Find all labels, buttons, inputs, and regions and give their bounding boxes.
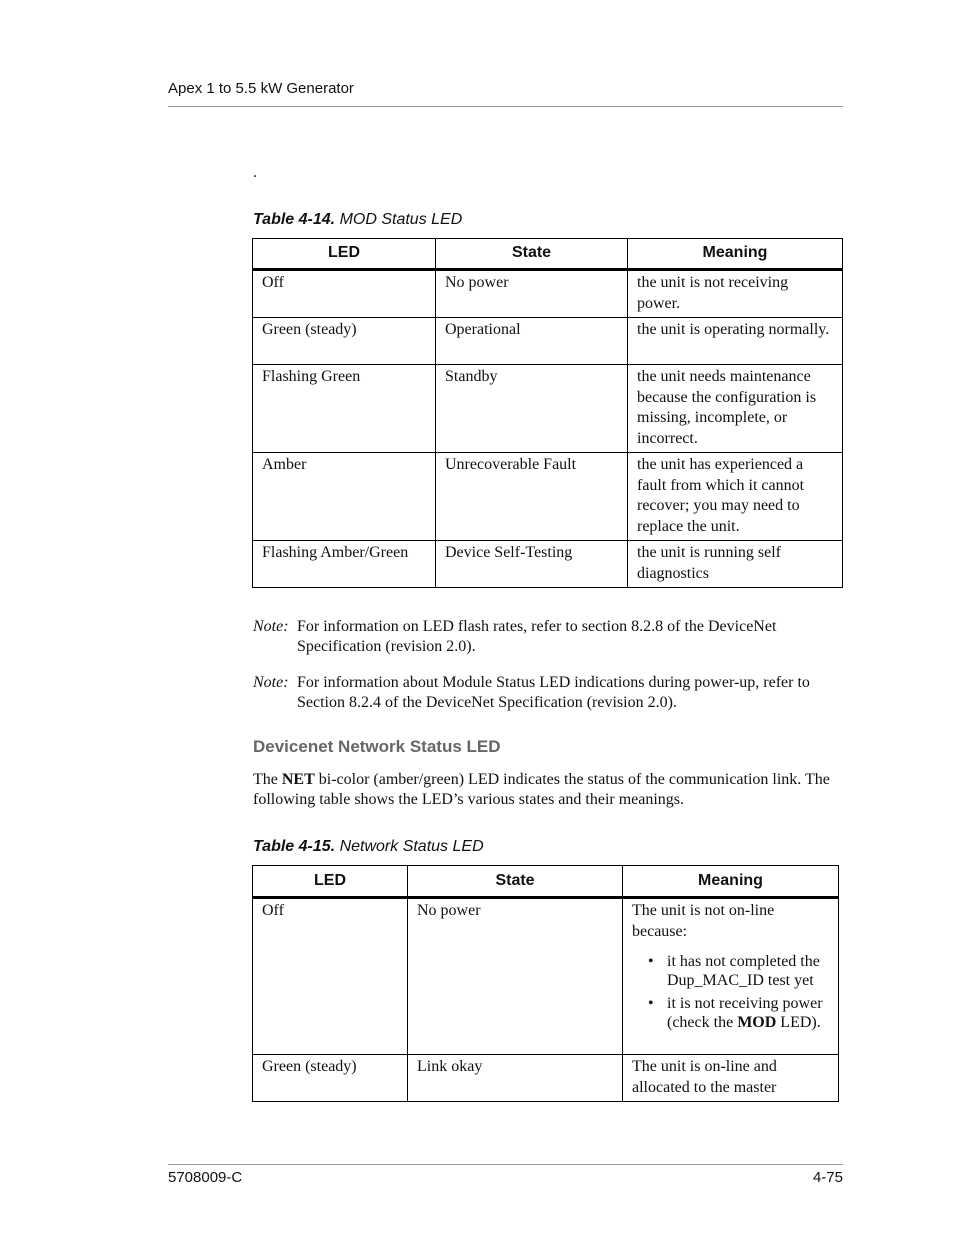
para-text-pre: The (253, 771, 282, 788)
table-row (253, 365, 843, 453)
cell-state: Link okay (408, 1055, 623, 1102)
cell-meaning: the unit is operating normally. (628, 318, 843, 365)
footer-rule (168, 1164, 843, 1165)
cell-led: Flashing Green (253, 365, 436, 453)
cell-state: Unrecoverable Fault (436, 453, 628, 541)
column-header-led: LED (253, 866, 408, 898)
note-power-up (253, 673, 845, 713)
caption-number: Table 4-14. (253, 211, 336, 228)
note-label: Note: (253, 618, 289, 635)
table-4-14-caption (253, 211, 462, 229)
mod-led-term: MOD (737, 1014, 777, 1031)
mod-status-led-table (252, 238, 843, 588)
table-row (253, 1055, 839, 1102)
list-item-text-pre: it is not receiving power (check the (667, 995, 823, 1031)
cell-meaning: the unit is running self diagnostics (628, 541, 843, 588)
net-led-term: NET (281, 771, 315, 788)
list-item-text-post: LED). (776, 1014, 821, 1031)
cell-led: Off (253, 898, 408, 1055)
table-header-row (253, 866, 839, 898)
note-text: For information on LED flash rates, refer to section 8.2.8 of the DeviceNet Specification (revision 2.0). (297, 618, 777, 655)
cell-meaning (623, 898, 839, 1055)
note-label: Note: (253, 674, 289, 691)
bullet-icon: • (648, 995, 654, 1012)
table-row (253, 541, 843, 588)
table-row (253, 898, 839, 1055)
caption-text: MOD Status LED (339, 211, 463, 228)
cell-led: Green (steady) (253, 1055, 408, 1102)
caption-number: Table 4-15. (253, 838, 336, 855)
column-header-led: LED (253, 239, 436, 270)
cell-meaning: the unit has experienced a fault from which it cannot recover; you may need to replace the unit. (628, 453, 843, 541)
network-status-led-table (252, 865, 839, 1102)
document-number: 5708009-C (168, 1169, 243, 1186)
cell-meaning: the unit needs maintenance because the configuration is missing, incomplete, or incorrect. (628, 365, 843, 453)
cell-state: No power (408, 898, 623, 1055)
column-header-meaning: Meaning (623, 866, 839, 898)
cell-led: Amber (253, 453, 436, 541)
para-text-post: bi-color (amber/green) LED indicates the status of the communication link. The following table shows the LED’s various states and their meanings. (253, 771, 830, 808)
reason-list (632, 952, 830, 1032)
cell-led: Green (steady) (253, 318, 436, 365)
table-row (253, 318, 843, 365)
cell-led: Flashing Amber/Green (253, 541, 436, 588)
table-header-row (253, 239, 843, 270)
column-header-state: State (436, 239, 628, 270)
cell-meaning: the unit is not receiving power. (628, 270, 843, 318)
list-item (632, 994, 830, 1032)
page-number: 4-75 (812, 1169, 843, 1186)
table-row (253, 453, 843, 541)
table-4-15-caption (253, 838, 484, 856)
note-text: For information about Module Status LED indications during power-up, refer to Section 8.2.4 of the DeviceNet Specification (revision 2.0). (297, 674, 810, 711)
cell-state: Operational (436, 318, 628, 365)
note-flash-rates (253, 617, 845, 657)
running-header: Apex 1 to 5.5 kW Generator (168, 80, 354, 97)
column-header-state: State (408, 866, 623, 898)
cell-state: Device Self-Testing (436, 541, 628, 588)
header-rule (168, 106, 843, 107)
list-item (632, 952, 830, 990)
list-item-text: it has not completed the Dup_MAC_ID test yet (667, 953, 820, 989)
cell-meaning: The unit is on-line and allocated to the master (623, 1055, 839, 1102)
section-heading: Devicenet Network Status LED (253, 737, 501, 756)
cell-state: No power (436, 270, 628, 318)
caption-text: Network Status LED (339, 838, 484, 855)
meaning-intro: The unit is not on-line because: (632, 902, 775, 940)
section-paragraph (253, 770, 845, 810)
column-header-meaning: Meaning (628, 239, 843, 270)
bullet-icon: • (648, 953, 654, 970)
cell-state: Standby (436, 365, 628, 453)
stray-mark: . (253, 164, 257, 181)
cell-led: Off (253, 270, 436, 318)
table-row (253, 270, 843, 318)
